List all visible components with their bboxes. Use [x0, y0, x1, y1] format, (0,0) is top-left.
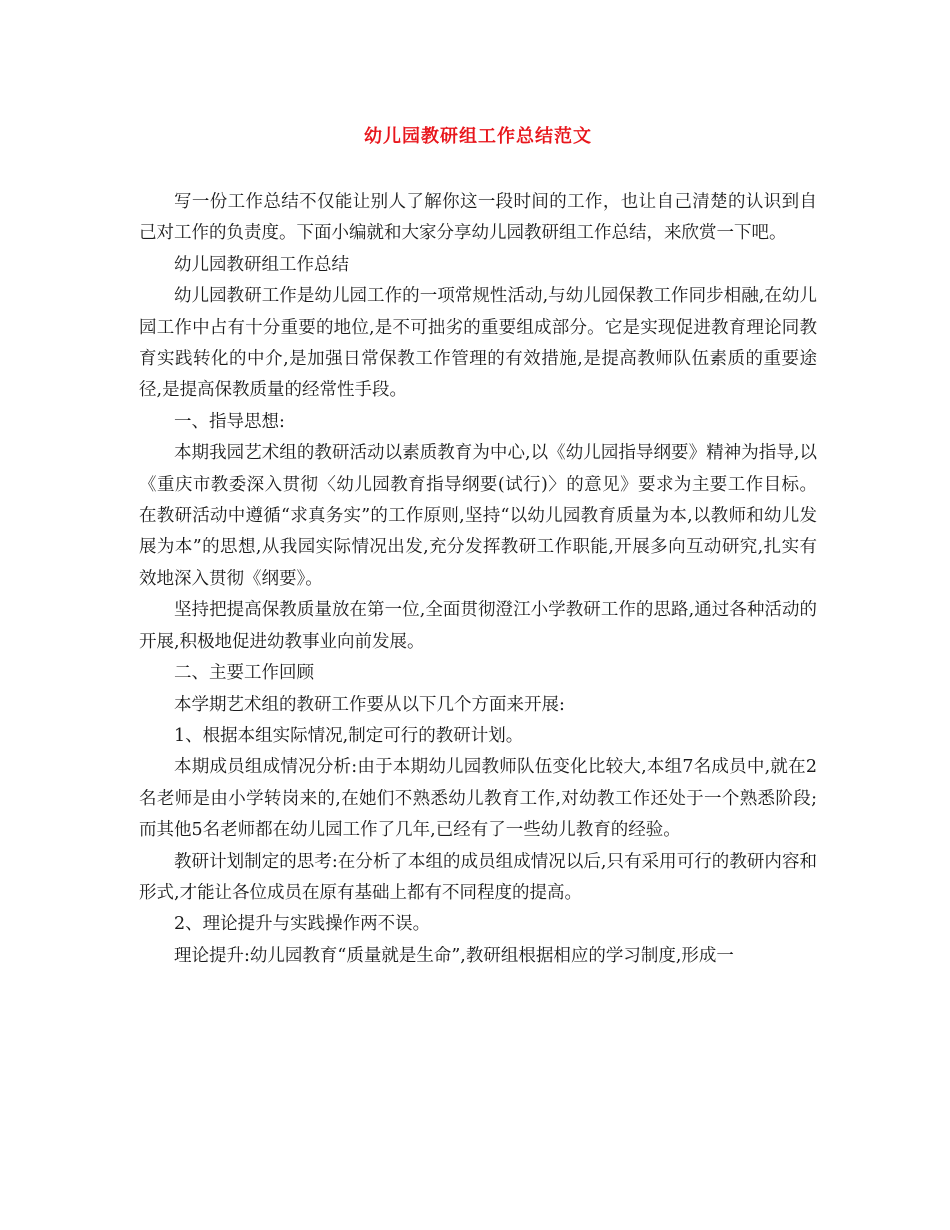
review-intro-paragraph: 本学期艺术组的教研工作要从以下几个方面来开展:: [174, 694, 565, 715]
intro-paragraph: 写一份工作总结不仅能让别人了解你这一段时间的工作，也让自己清楚的认识到自己对工作的负责度。下面小编就和大家分享幼儿园教研组工作总结，来欣赏一下吧。: [139, 192, 817, 244]
member-analysis-paragraph: 本期成员组成情况分析:由于本期幼儿园教师队伍变化比较大,本组7名成员中,就在2名老师是由小学转岗来的,在她们不熟悉幼儿教育工作,对幼教工作还处于一个熟悉阶段;而其他5名老师都在幼儿园工作了几年,已经有了一些幼儿教育的经验。: [139, 757, 817, 841]
theory-paragraph: 理论提升:幼儿园教育“质量就是生命”,教研组根据相应的学习制度,形成一: [174, 945, 734, 966]
plan-thinking-paragraph: 教研计划制定的思考:在分析了本组的成员组成情况以后,只有采用可行的教研内容和形式,才能让各位成员在原有基础上都有不同程度的提高。: [139, 851, 817, 903]
guiding-thought-heading: 一、指导思想:: [174, 411, 285, 432]
item-1-heading: 1、根据本组实际情况,制定可行的教研计划。: [174, 725, 524, 746]
item-2-heading: 2、理论提升与实践操作两不误。: [174, 914, 431, 935]
guiding-thought-paragraph: 本期我园艺术组的教研活动以素质教育为中心,以《幼儿园指导纲要》精神为指导,以《重庆市教委深入贯彻〈幼儿园教育指导纲要(试行)〉的意见》要求为主要工作目标。在教研活动中遵循“求真务实”的工作原则,坚持“以幼儿园教育质量为本,以教师和幼儿发展为本”的思想,从我园实际情况出发,充分发挥教研工作职能,开展多向互动研究,扎实有效地深入贯彻《纲要》。: [139, 443, 817, 589]
review-heading: 二、主要工作回顾: [174, 663, 314, 684]
section-heading: 幼儿园教研组工作总结: [174, 254, 349, 275]
quality-paragraph: 坚持把提高保教质量放在第一位,全面贯彻澄江小学教研工作的思路,通过各种活动的开展,积极地促进幼教事业向前发展。: [139, 600, 817, 652]
document-title: 幼儿园教研组工作总结范文: [364, 126, 592, 147]
overview-paragraph: 幼儿园教研工作是幼儿园工作的一项常规性活动,与幼儿园保教工作同步相融,在幼儿园工作中占有十分重要的地位,是不可拙劣的重要组成部分。它是实现促进教育理论同教育实践转化的中介,是加强日常保教工作管理的有效措施,是提高教师队伍素质的重要途径,是提高保教质量的经常性手段。: [139, 286, 817, 401]
